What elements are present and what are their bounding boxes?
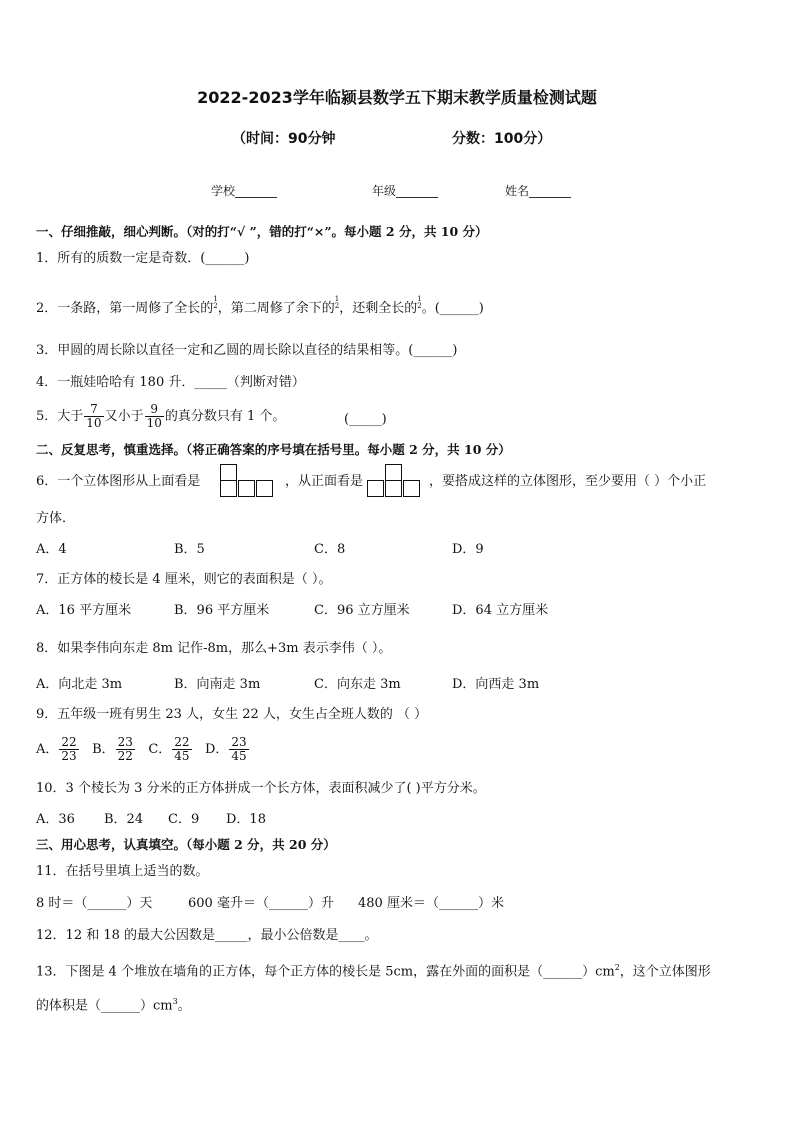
- fraction: 1 2: [417, 295, 422, 310]
- question-3: 3．甲圆的周长除以直径一定和乙圆的周长除以直径的结果相等。(______): [36, 343, 458, 358]
- question-13-line-2: 的体积是$(\_\_\_\_\_\_)cm^3$。: [36, 997, 191, 1014]
- question-10: 10．3 个棱长为 3 分米的正方体拼成一个长方体，表面积减少了( )平方分米。: [36, 781, 486, 796]
- fraction: 1 2: [213, 295, 218, 310]
- q10-option-b: B．24: [104, 812, 144, 827]
- question-7: 7．正方体的棱长是 4 厘米，则它的表面积是（ ）。: [36, 572, 332, 587]
- q9-option-c: C． $\frac{22}{45}$: [148, 735, 190, 763]
- q9-option-a: A． $\frac{22}{23}$: [36, 735, 77, 763]
- q11-item-2: 600 毫升＝（______）升: [188, 896, 334, 911]
- q11-item-3: 480 厘米＝（______）米: [358, 896, 504, 911]
- q6-option-b: B．5: [174, 542, 205, 557]
- section-3-heading: 三、用心思考，认真填空。（每小题 2 分，共 20 分）: [36, 837, 336, 852]
- question-9: 9．五年级一班有男生 23 人，女生 22 人，女生占全班人数的 （ ）: [36, 707, 428, 722]
- question-2: 2．一条路，第一周修了全长的 1 2 ，第二周修了余下的 1 2 ，还剩全长的 1 2 。(______): [36, 295, 484, 316]
- question-6-part-d: 方体．: [36, 511, 76, 526]
- q9-option-b: B． $\frac{23}{22}$: [92, 735, 133, 763]
- question-6-part-c: ，要搭成这样的立体图形，至少要用（ ）个小正: [429, 474, 707, 489]
- q10-option-c: C．9: [168, 812, 200, 827]
- exam-time: （时间：90分钟: [232, 131, 336, 147]
- question-6-part-a: 6．一个立体图形从上面看是: [36, 474, 201, 489]
- q9-option-d: D． $\frac{23}{45}$: [204, 735, 247, 763]
- q10-option-a: A．36: [36, 812, 75, 827]
- question-8: 8．如果李伟向东走 8m 记作-8m，那么+3m 表示李伟（ ）。: [36, 641, 392, 656]
- exam-score: 分数：100分）: [452, 131, 552, 147]
- question-11: 11．在括号里填上适当的数。: [36, 864, 209, 879]
- question-6-part-b: ，从正面看是: [285, 474, 364, 489]
- q6-option-a: A．4: [36, 542, 67, 557]
- q10-option-d: D．18: [226, 812, 266, 827]
- q7-option-b: B．96 平方厘米: [174, 603, 270, 618]
- section-2-heading: 二、反复思考，慎重选择。（将正确答案的序号填在括号里。每小题 2 分，共 10 分）: [36, 442, 511, 457]
- page-title: 2022-2023学年临颍县数学五下期末教学质量检测试题: [197, 88, 597, 107]
- q8-option-b: B．向南走 3m: [174, 677, 261, 692]
- q7-option-a: A．16 平方厘米: [36, 603, 132, 618]
- question-1: 1．所有的质数一定是奇数．(______): [36, 251, 250, 266]
- q8-option-c: C．向东走 3m: [314, 677, 401, 692]
- question-4: 4．一瓶娃哈哈有 180 升．_____（判断对错）: [36, 375, 305, 390]
- q6-option-c: C．8: [314, 542, 346, 557]
- q9-options: [36, 734, 250, 766]
- section-1-heading: 一、仔细推敲，细心判断。（对的打“√ ”，错的打“×”。每小题 2 分，共 10 分）: [36, 224, 488, 239]
- q11-item-1: 8 时＝（______）天: [36, 896, 153, 911]
- q7-option-d: D．64 立方厘米: [452, 603, 549, 618]
- q6-option-d: D．9: [452, 542, 484, 557]
- q8-option-a: A．向北走 3m: [36, 677, 123, 692]
- name-field: 姓名_______: [505, 184, 572, 198]
- fraction: 1 2: [334, 295, 340, 310]
- fraction-9-10: $\frac{9}{10}$: [146, 402, 162, 430]
- q7-option-c: C．96 立方厘米: [314, 603, 410, 618]
- fraction-7-10: $\frac{7}{10}$: [86, 402, 102, 430]
- grade-field: 年级_______: [372, 184, 439, 198]
- school-field: 学校_______: [211, 184, 278, 198]
- question-5-answer-blank: (_____): [344, 412, 387, 427]
- question-12: 12．12 和 18 的最大公因数是_____，最小公倍数是____。: [36, 928, 378, 943]
- question-13-line-1: 13．下图是 4 个堆放在墙角的正方体，每个正方体的棱长是 5cm，露在外面的面积是$(\_\_\_\_\_\_)cm^2$，这个立体图形: [36, 963, 711, 980]
- q8-option-d: D．向西走 3m: [452, 677, 540, 692]
- question-5: 5．大于 $\frac{7}{10}$ 又小于 $\frac{9}{10}$ 的真分数只有 1 个。: [36, 402, 286, 430]
